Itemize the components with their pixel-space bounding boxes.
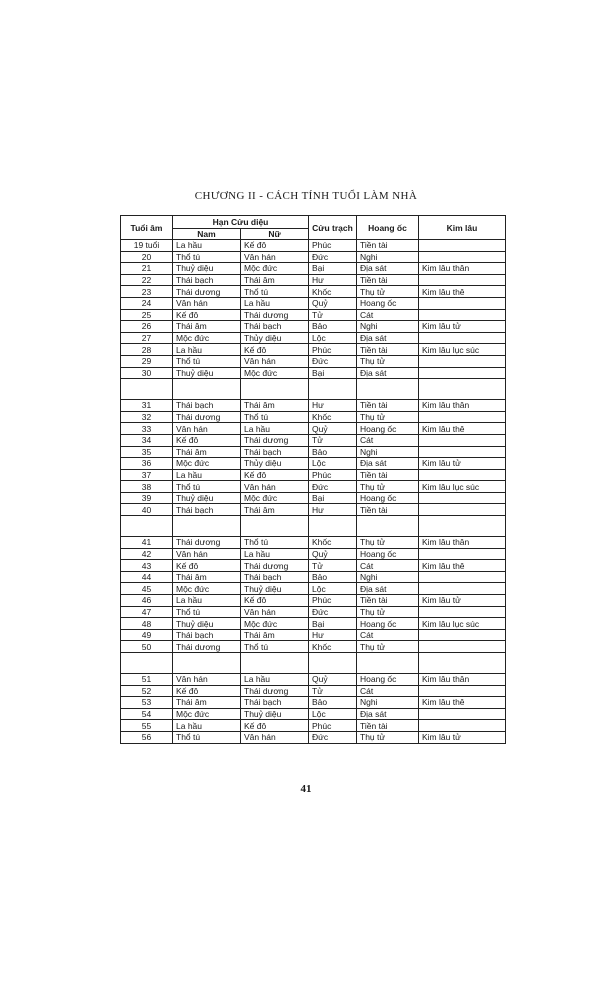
nu-cell: Thủy diệu (241, 332, 309, 344)
group-spacer-row (121, 379, 506, 400)
hoang-oc-cell: Nghi (357, 697, 419, 709)
cuu-trach-cell: Tử (309, 560, 357, 572)
nu-cell: Thổ tú (241, 641, 309, 653)
nu-cell: Thái âm (241, 274, 309, 286)
nam-cell: La hầu (173, 344, 241, 356)
kim-lau-cell (419, 504, 506, 516)
table-row (121, 548, 506, 560)
age-cell: 28 (121, 344, 173, 356)
cuu-trach-cell: Bảo (309, 321, 357, 333)
cuu-trach-cell: Quỷ (309, 548, 357, 560)
hoang-oc-cell: Địa sát (357, 708, 419, 720)
age-cell: 22 (121, 274, 173, 286)
nam-cell: Mộc đức (173, 583, 241, 595)
cuu-trach-cell: Phúc (309, 595, 357, 607)
nu-cell: Thổ tú (241, 286, 309, 298)
nu-cell: Vân hán (241, 355, 309, 367)
nam-cell: La hầu (173, 595, 241, 607)
table-row (121, 344, 506, 356)
kim-lau-cell: Kim lâu lục súc (419, 618, 506, 630)
table-row (121, 674, 506, 686)
age-cell: 34 (121, 434, 173, 446)
cuu-trach-cell: Lộc (309, 458, 357, 470)
age-cell: 44 (121, 571, 173, 583)
kim-lau-cell: Kim lâu thê (419, 560, 506, 572)
age-cell: 33 (121, 423, 173, 435)
age-cell: 26 (121, 321, 173, 333)
age-cell: 21 (121, 263, 173, 275)
group-spacer-row (121, 653, 506, 674)
nu-cell: Thái bạch (241, 571, 309, 583)
nam-cell: Mộc đức (173, 332, 241, 344)
table-row (121, 434, 506, 446)
hoang-oc-cell: Nghi (357, 321, 419, 333)
spacer-cell (357, 516, 419, 537)
spacer-cell (241, 653, 309, 674)
cuu-trach-cell: Hư (309, 274, 357, 286)
nam-cell: Vân hán (173, 423, 241, 435)
header-cuu-trach: Cửu trạch (309, 216, 357, 240)
age-cell: 20 (121, 251, 173, 263)
cuu-trach-cell: Đức (309, 355, 357, 367)
table-row (121, 708, 506, 720)
nu-cell: Mộc đức (241, 263, 309, 275)
nam-cell: Thái âm (173, 697, 241, 709)
hoang-oc-cell: Địa sát (357, 583, 419, 595)
table-row (121, 697, 506, 709)
cuu-trach-cell: Phúc (309, 240, 357, 252)
hoang-oc-cell: Địa sát (357, 458, 419, 470)
nam-cell: Thổ tú (173, 355, 241, 367)
table-row (121, 286, 506, 298)
nam-cell: Thái dương (173, 411, 241, 423)
nu-cell: Thái dương (241, 434, 309, 446)
kim-lau-cell (419, 583, 506, 595)
table-header (121, 216, 506, 240)
table-row (121, 446, 506, 458)
kim-lau-cell (419, 641, 506, 653)
kim-lau-cell (419, 685, 506, 697)
kim-lau-cell (419, 251, 506, 263)
kim-lau-cell (419, 548, 506, 560)
cuu-trach-cell: Bại (309, 618, 357, 630)
cuu-trach-cell: Bảo (309, 697, 357, 709)
age-cell: 41 (121, 537, 173, 549)
nu-cell: Vân hán (241, 731, 309, 743)
nu-cell: Thái dương (241, 685, 309, 697)
kim-lau-cell: Kim lâu thê (419, 286, 506, 298)
hoang-oc-cell: Tiền tài (357, 274, 419, 286)
nu-cell: Thái dương (241, 560, 309, 572)
cuu-trach-cell: Bại (309, 263, 357, 275)
age-cell: 56 (121, 731, 173, 743)
cuu-trach-cell: Hư (309, 629, 357, 641)
cuu-trach-cell: Đức (309, 251, 357, 263)
cuu-trach-cell: Phúc (309, 720, 357, 732)
spacer-cell (121, 653, 173, 674)
kim-lau-cell (419, 332, 506, 344)
nam-cell: Thái dương (173, 286, 241, 298)
nu-cell: Thủy diệu (241, 458, 309, 470)
table-row (121, 423, 506, 435)
cuu-trach-cell: Khốc (309, 411, 357, 423)
table-row (121, 240, 506, 252)
age-table (120, 215, 506, 744)
spacer-cell (241, 379, 309, 400)
nu-cell: Thổ tú (241, 537, 309, 549)
age-cell: 53 (121, 697, 173, 709)
cuu-trach-cell: Tử (309, 434, 357, 446)
table-row (121, 309, 506, 321)
table-body (121, 240, 506, 744)
kim-lau-cell (419, 629, 506, 641)
age-cell: 46 (121, 595, 173, 607)
table-row (121, 537, 506, 549)
kim-lau-cell (419, 571, 506, 583)
cuu-trach-cell: Quỷ (309, 423, 357, 435)
nu-cell: Mộc đức (241, 492, 309, 504)
age-cell: 19 tuổi (121, 240, 173, 252)
kim-lau-cell (419, 240, 506, 252)
kim-lau-cell: Kim lâu thê (419, 423, 506, 435)
table-row (121, 321, 506, 333)
cuu-trach-cell: Quỷ (309, 674, 357, 686)
spacer-cell (173, 653, 241, 674)
kim-lau-cell (419, 309, 506, 321)
spacer-cell (121, 516, 173, 537)
cuu-trach-cell: Phúc (309, 469, 357, 481)
cuu-trach-cell: Lộc (309, 708, 357, 720)
kim-lau-cell: Kim lâu tử (419, 458, 506, 470)
kim-lau-cell: Kim lâu thân (419, 674, 506, 686)
table-row (121, 618, 506, 630)
cuu-trach-cell: Đức (309, 481, 357, 493)
nam-cell: Thổ tú (173, 606, 241, 618)
nam-cell: Thổ tú (173, 251, 241, 263)
table-row (121, 263, 506, 275)
hoang-oc-cell: Hoang ốc (357, 674, 419, 686)
table-row (121, 571, 506, 583)
table-row (121, 251, 506, 263)
nu-cell: Thái âm (241, 629, 309, 641)
kim-lau-cell (419, 720, 506, 732)
table-row (121, 720, 506, 732)
cuu-trach-cell: Tử (309, 309, 357, 321)
nam-cell: Vân hán (173, 297, 241, 309)
hoang-oc-cell: Hoang ốc (357, 548, 419, 560)
hoang-oc-cell: Địa sát (357, 332, 419, 344)
cuu-trach-cell: Bảo (309, 571, 357, 583)
table-row (121, 332, 506, 344)
kim-lau-cell: Kim lâu tử (419, 321, 506, 333)
spacer-cell (241, 516, 309, 537)
cuu-trach-cell: Tử (309, 685, 357, 697)
nam-cell: Thuỷ diệu (173, 263, 241, 275)
nu-cell: Mộc đức (241, 618, 309, 630)
hoang-oc-cell: Thụ tử (357, 481, 419, 493)
nam-cell: Vân hán (173, 548, 241, 560)
header-hoang-oc: Hoang ốc (357, 216, 419, 240)
nam-cell: La hầu (173, 720, 241, 732)
table-row (121, 685, 506, 697)
hoang-oc-cell: Cát (357, 560, 419, 572)
spacer-cell (419, 516, 506, 537)
spacer-cell (173, 379, 241, 400)
table-row (121, 606, 506, 618)
age-cell: 51 (121, 674, 173, 686)
age-cell: 27 (121, 332, 173, 344)
age-cell: 40 (121, 504, 173, 516)
kim-lau-cell: Kim lâu lục súc (419, 344, 506, 356)
nam-cell: Thái dương (173, 537, 241, 549)
header-han-cuu-dieu: Hạn Cửu diệu (173, 216, 309, 229)
age-cell: 54 (121, 708, 173, 720)
kim-lau-cell: Kim lâu lục súc (419, 481, 506, 493)
kim-lau-cell: Kim lâu thân (419, 400, 506, 412)
hoang-oc-cell: Hoang ốc (357, 492, 419, 504)
cuu-trach-cell: Hư (309, 504, 357, 516)
hoang-oc-cell: Cát (357, 434, 419, 446)
hoang-oc-cell: Thụ tử (357, 606, 419, 618)
cuu-trach-cell: Khốc (309, 286, 357, 298)
table-row (121, 469, 506, 481)
kim-lau-cell (419, 469, 506, 481)
nu-cell: Kế đô (241, 469, 309, 481)
nu-cell: Thái bạch (241, 446, 309, 458)
nam-cell: La hầu (173, 240, 241, 252)
table-row (121, 400, 506, 412)
nu-cell: Mộc đức (241, 367, 309, 379)
age-cell: 23 (121, 286, 173, 298)
age-cell: 42 (121, 548, 173, 560)
kim-lau-cell (419, 708, 506, 720)
nu-cell: Vân hán (241, 481, 309, 493)
hoang-oc-cell: Hoang ốc (357, 297, 419, 309)
hoang-oc-cell: Tiền tài (357, 344, 419, 356)
table-row (121, 560, 506, 572)
cuu-trach-cell: Phúc (309, 344, 357, 356)
kim-lau-cell (419, 606, 506, 618)
spacer-cell (309, 379, 357, 400)
kim-lau-cell: Kim lâu tử (419, 731, 506, 743)
hoang-oc-cell: Thụ tử (357, 286, 419, 298)
cuu-trach-cell: Lộc (309, 332, 357, 344)
kim-lau-cell (419, 355, 506, 367)
hoang-oc-cell: Địa sát (357, 263, 419, 275)
table-row (121, 583, 506, 595)
hoang-oc-cell: Tiền tài (357, 595, 419, 607)
cuu-trach-cell: Bại (309, 367, 357, 379)
hoang-oc-cell: Tiền tài (357, 720, 419, 732)
cuu-trach-cell: Hư (309, 400, 357, 412)
hoang-oc-cell: Nghi (357, 251, 419, 263)
spacer-cell (357, 379, 419, 400)
hoang-oc-cell: Tiền tài (357, 504, 419, 516)
nam-cell: Thái bạch (173, 504, 241, 516)
nu-cell: Thái dương (241, 309, 309, 321)
age-cell: 32 (121, 411, 173, 423)
kim-lau-cell (419, 434, 506, 446)
table-row (121, 595, 506, 607)
table-row (121, 367, 506, 379)
nam-cell: Thuỷ diệu (173, 618, 241, 630)
table-row (121, 458, 506, 470)
nu-cell: Thuỷ diệu (241, 708, 309, 720)
hoang-oc-cell: Địa sát (357, 367, 419, 379)
nam-cell: Thái âm (173, 321, 241, 333)
nu-cell: La hầu (241, 297, 309, 309)
page-title: CHƯƠNG II - CÁCH TÍNH TUỔI LÀM NHÀ (194, 190, 418, 202)
table-row (121, 731, 506, 743)
hoang-oc-cell: Thụ tử (357, 731, 419, 743)
spacer-cell (309, 516, 357, 537)
age-cell: 43 (121, 560, 173, 572)
nu-cell: Thái âm (241, 400, 309, 412)
hoang-oc-cell: Hoang ốc (357, 423, 419, 435)
header-kim-lau: Kim lâu (419, 216, 506, 240)
age-cell: 25 (121, 309, 173, 321)
nu-cell: Vân hán (241, 606, 309, 618)
table-row (121, 274, 506, 286)
kim-lau-cell (419, 274, 506, 286)
age-cell: 38 (121, 481, 173, 493)
table-row (121, 297, 506, 309)
hoang-oc-cell: Tiền tài (357, 469, 419, 481)
cuu-trach-cell: Lộc (309, 583, 357, 595)
nu-cell: Kế đô (241, 240, 309, 252)
nam-cell: Kế đô (173, 434, 241, 446)
nam-cell: Mộc đức (173, 458, 241, 470)
group-spacer-row (121, 516, 506, 537)
table-row (121, 641, 506, 653)
kim-lau-cell: Kim lâu thân (419, 537, 506, 549)
nu-cell: Vân hán (241, 251, 309, 263)
nam-cell: Kế đô (173, 685, 241, 697)
spacer-cell (419, 653, 506, 674)
kim-lau-cell (419, 446, 506, 458)
spacer-cell (419, 379, 506, 400)
age-cell: 50 (121, 641, 173, 653)
nam-cell: Thái âm (173, 446, 241, 458)
age-cell: 45 (121, 583, 173, 595)
nam-cell: Thái bạch (173, 400, 241, 412)
nam-cell: Thổ tú (173, 731, 241, 743)
kim-lau-cell (419, 297, 506, 309)
hoang-oc-cell: Cát (357, 309, 419, 321)
table-row (121, 355, 506, 367)
age-cell: 39 (121, 492, 173, 504)
nu-cell: Kế đô (241, 595, 309, 607)
nam-cell: Vân hán (173, 674, 241, 686)
hoang-oc-cell: Nghi (357, 571, 419, 583)
age-cell: 36 (121, 458, 173, 470)
age-cell: 30 (121, 367, 173, 379)
table-row (121, 492, 506, 504)
nu-cell: Kế đô (241, 720, 309, 732)
spacer-cell (309, 653, 357, 674)
hoang-oc-cell: Tiền tài (357, 400, 419, 412)
kim-lau-cell: Kim lâu thê (419, 697, 506, 709)
header-nu: Nữ (241, 229, 309, 240)
nu-cell: Thái bạch (241, 697, 309, 709)
kim-lau-cell: Kim lâu thân (419, 263, 506, 275)
cuu-trach-cell: Bại (309, 492, 357, 504)
age-cell: 24 (121, 297, 173, 309)
nam-cell: Thái âm (173, 571, 241, 583)
spacer-cell (173, 516, 241, 537)
nam-cell: Thái bạch (173, 274, 241, 286)
page-number: 41 (300, 783, 312, 795)
nam-cell: Mộc đức (173, 708, 241, 720)
nam-cell: Thái bạch (173, 629, 241, 641)
cuu-trach-cell: Khốc (309, 537, 357, 549)
hoang-oc-cell: Thụ tử (357, 355, 419, 367)
cuu-trach-cell: Đức (309, 731, 357, 743)
nam-cell: Kế đô (173, 560, 241, 572)
age-cell: 55 (121, 720, 173, 732)
hoang-oc-cell: Thụ tử (357, 537, 419, 549)
spacer-cell (121, 379, 173, 400)
nam-cell: Thuỷ diệu (173, 367, 241, 379)
age-cell: 48 (121, 618, 173, 630)
header-age: Tuổi âm (121, 216, 173, 240)
nam-cell: Kế đô (173, 309, 241, 321)
hoang-oc-cell: Hoang ốc (357, 618, 419, 630)
kim-lau-cell (419, 411, 506, 423)
age-cell: 35 (121, 446, 173, 458)
header-nam: Nam (173, 229, 241, 240)
nu-cell: Thái âm (241, 504, 309, 516)
age-cell: 47 (121, 606, 173, 618)
hoang-oc-cell: Thụ tử (357, 641, 419, 653)
age-cell: 31 (121, 400, 173, 412)
age-cell: 37 (121, 469, 173, 481)
hoang-oc-cell: Nghi (357, 446, 419, 458)
hoang-oc-cell: Thụ tử (357, 411, 419, 423)
age-cell: 52 (121, 685, 173, 697)
nam-cell: Thổ tú (173, 481, 241, 493)
nu-cell: La hầu (241, 674, 309, 686)
table-row (121, 481, 506, 493)
nam-cell: Thái dương (173, 641, 241, 653)
kim-lau-cell (419, 367, 506, 379)
cuu-trach-cell: Quỷ (309, 297, 357, 309)
nam-cell: La hầu (173, 469, 241, 481)
spacer-cell (357, 653, 419, 674)
age-cell: 49 (121, 629, 173, 641)
hoang-oc-cell: Cát (357, 685, 419, 697)
age-cell: 29 (121, 355, 173, 367)
nu-cell: Thuỷ diệu (241, 583, 309, 595)
table-row (121, 629, 506, 641)
cuu-trach-cell: Khốc (309, 641, 357, 653)
nu-cell: Thái bạch (241, 321, 309, 333)
nu-cell: Kế đô (241, 344, 309, 356)
hoang-oc-cell: Tiền tài (357, 240, 419, 252)
nu-cell: La hầu (241, 423, 309, 435)
hoang-oc-cell: Cát (357, 629, 419, 641)
table-row (121, 411, 506, 423)
kim-lau-cell (419, 492, 506, 504)
kim-lau-cell: Kim lâu tử (419, 595, 506, 607)
cuu-trach-cell: Đức (309, 606, 357, 618)
nu-cell: Thổ tú (241, 411, 309, 423)
cuu-trach-cell: Bảo (309, 446, 357, 458)
table-row (121, 504, 506, 516)
nam-cell: Thuỷ diệu (173, 492, 241, 504)
nu-cell: La hầu (241, 548, 309, 560)
